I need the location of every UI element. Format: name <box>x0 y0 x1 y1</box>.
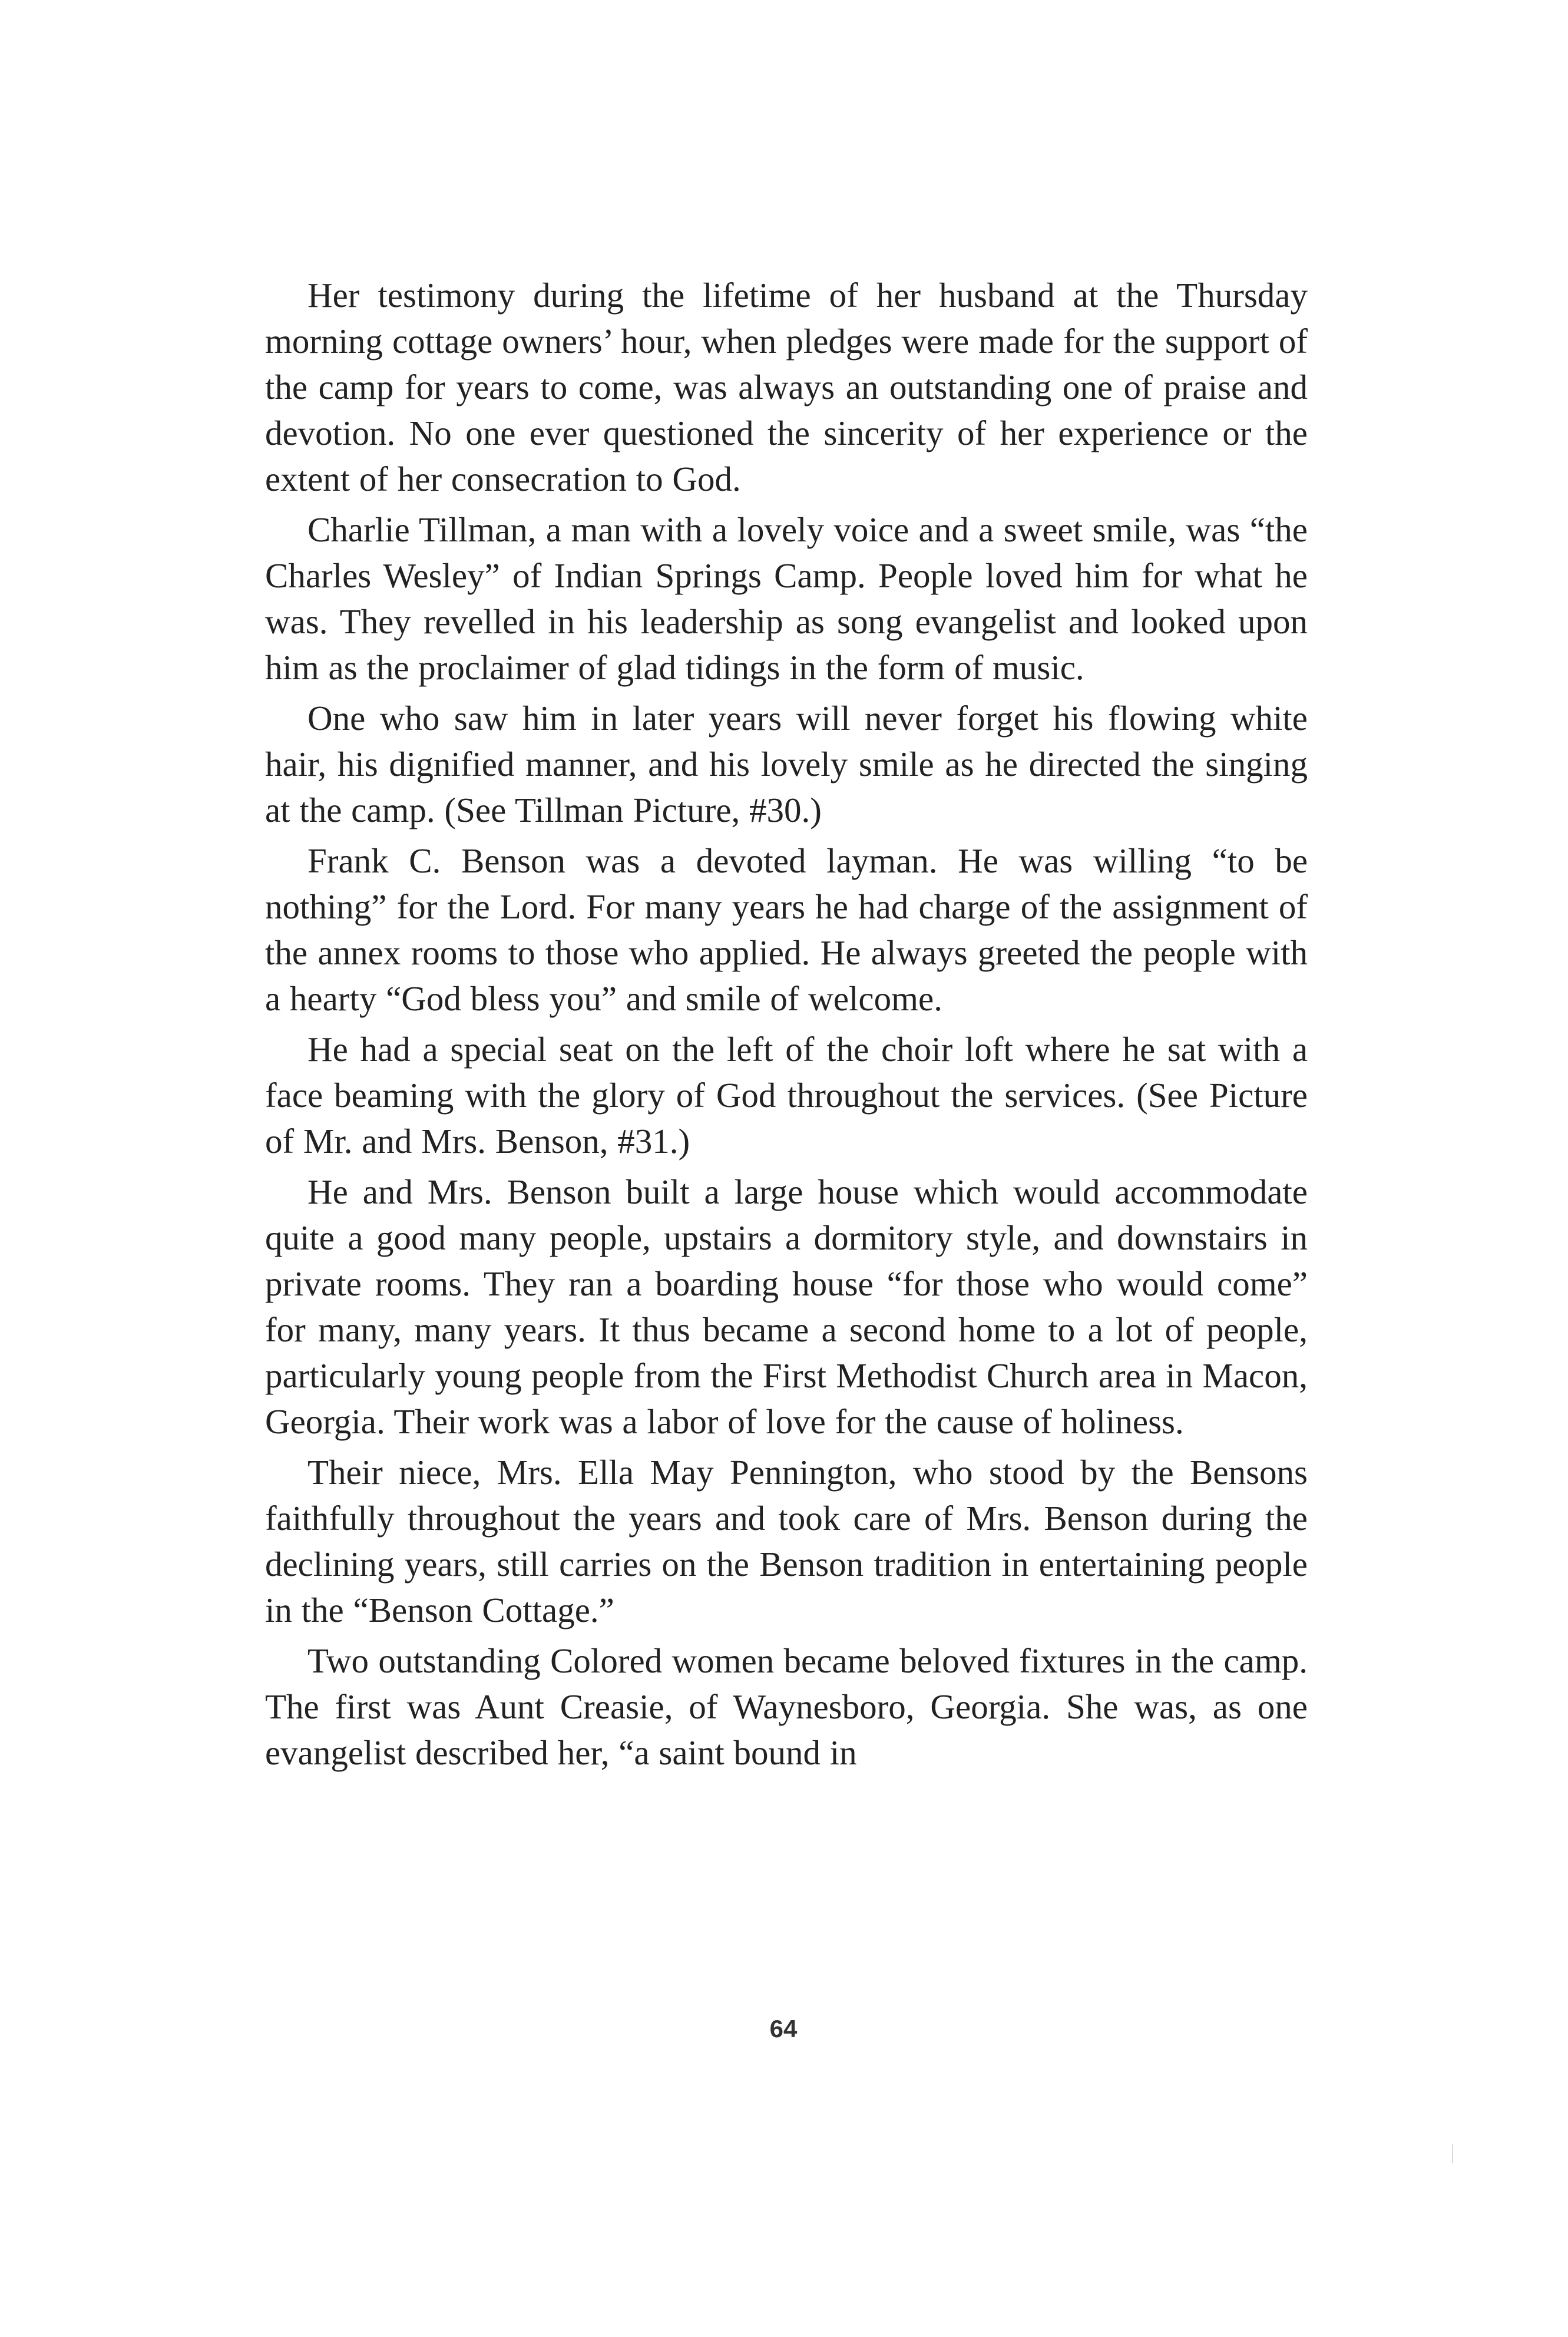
body-text <box>265 272 1308 1780</box>
paragraph-5: He had a special seat on the left of the choir loft where he sat with a face beaming with the glory of God throughout the services. (See Picture of Mr. and Mrs. Benson, #31.) <box>265 1030 1308 1161</box>
paragraph-8: Two outstanding Colored women became beloved fixtures in the camp. The first was Aunt Creasie, of Waynesboro, Georgia. She was, as one evangelist described her, “a saint bound in <box>265 1641 1308 1772</box>
paragraph-4: Frank C. Benson was a devoted layman. He was willing “to be nothing” for the Lord. For many years he had charge of the assignment of the annex rooms to those who applied. He always greeted the people with a hearty “God bless you” and smile of welcome. <box>265 841 1308 1018</box>
scan-artifact-mark <box>1452 2144 1453 2163</box>
paragraph-3: One who saw him in later years will never forget his flowing white hair, his dignified manner, and his lovely smile as he directed the singing at the camp. (See Tillman Picture, #30.) <box>265 699 1308 829</box>
paragraph-2: Charlie Tillman, a man with a lovely voice and a sweet smile, was “the Charles Wesley” of Indian Springs Camp. People loved him for what he was. They revelled in his leadership as song evangelist and looked upon him as the proclaimer of glad tidings in the form of music. <box>265 510 1308 687</box>
paragraph-7: Their niece, Mrs. Ella May Pennington, who stood by the Bensons faithfully throughout the years and took care of Mrs. Benson during the declining years, still carries on the Benson tradition in entertaining people in the “Benson Cottage.” <box>265 1453 1308 1629</box>
page-number: 64 <box>769 2015 798 2042</box>
paragraph-1: Her testimony during the lifetime of her husband at the Thursday morning cottage owners’ hour, when pledges were made for the support of the camp for years to come, was always an outstanding one of praise and devotion. No one ever questioned the sincerity of her experience or the extent of her consecration to God. <box>265 276 1308 498</box>
paragraph-6: He and Mrs. Benson built a large house which would accommodate quite a good many people, upstairs a dormitory style, and downstairs in private rooms. They ran a boarding house “for those who would come” for many, many years. It thus became a second home to a lot of people, particularly young people from the First Methodist Church area in Macon, Georgia. Their work was a labor of love for the cause of holiness. <box>265 1172 1308 1441</box>
